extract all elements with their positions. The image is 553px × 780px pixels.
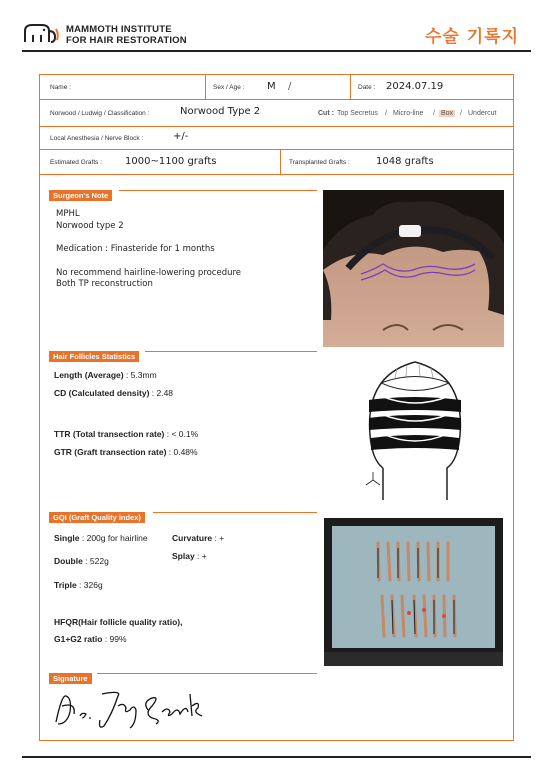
- date-value: 2024.07.19: [386, 81, 444, 92]
- splay-stat: Splay : +: [172, 551, 207, 561]
- note-line: No recommend hairline-lowering procedure: [56, 268, 242, 278]
- section-underline: [145, 351, 317, 352]
- gqi-header: [49, 507, 145, 522]
- anesthesia-label: Local Anesthesia / Nerve Block :: [50, 135, 144, 142]
- patient-hairline-photo: [323, 190, 504, 347]
- org-name-line1: MAMMOTH INSTITUTE: [66, 24, 172, 35]
- section-underline: [97, 673, 317, 674]
- col-divider: [205, 75, 206, 99]
- classification-label: Norwood / Ludwig / Classification :: [50, 110, 150, 117]
- age-separator: /: [288, 81, 292, 92]
- ttr-stat: TTR (Total transection rate) : < 0.1%: [54, 429, 199, 439]
- transplanted-grafts-label: Transplanted Grafts :: [289, 159, 350, 166]
- note-line: MPHL: [56, 209, 80, 219]
- gqi-title: GQI (Graft Quality index): [49, 512, 145, 523]
- note-line: Both TP reconstruction: [56, 279, 153, 289]
- footer-divider: [22, 756, 531, 758]
- cut-separator: /: [460, 110, 462, 117]
- surgeons-note-header: [49, 185, 112, 200]
- section-underline: [119, 190, 317, 191]
- single-graft-stat: Single : 200g for hairline: [54, 533, 148, 543]
- col-divider: [280, 150, 281, 174]
- follicle-stats-title: Hair Follicles Statistics: [49, 351, 139, 362]
- cut-separator: /: [385, 110, 387, 117]
- triple-graft-stat: Triple : 326g: [54, 580, 103, 590]
- estimated-grafts-label: Estimated Grafts :: [50, 159, 103, 166]
- row-divider: [40, 126, 513, 127]
- row-divider: [40, 149, 513, 150]
- header-divider: [22, 50, 531, 52]
- gtr-stat: GTR (Graft transection rate) : 0.48%: [54, 447, 198, 457]
- sex-age-label: Sex / Age :: [213, 84, 245, 91]
- section-underline: [153, 512, 317, 513]
- hfqr-line: HFQR(Hair follicle quality ratio),: [54, 617, 183, 627]
- cut-option-top-secretus[interactable]: Top Secretus: [337, 110, 378, 117]
- cut-separator: /: [433, 110, 435, 117]
- classification-value: Norwood Type 2: [180, 106, 261, 117]
- name-label: Name :: [50, 84, 71, 91]
- col-divider: [350, 75, 351, 99]
- cd-stat: CD (Calculated density) : 2.48: [54, 388, 174, 398]
- anesthesia-value: +/-: [173, 131, 189, 142]
- signature-header: [49, 668, 92, 683]
- double-graft-stat: Double : 522g: [54, 556, 109, 566]
- surgeons-note-title: Surgeon's Note: [49, 190, 112, 201]
- cut-option-micro-line[interactable]: Micro-line: [393, 110, 424, 117]
- follicle-stats-header: [49, 346, 139, 361]
- cut-option-box-selected[interactable]: Box: [441, 110, 454, 117]
- signature-title: Signature: [49, 673, 92, 684]
- document-title: 수술 기록지: [424, 27, 519, 47]
- cut-option-undercut[interactable]: Undercut: [468, 110, 497, 117]
- surgeon-signature: [52, 684, 232, 730]
- sex-value: M: [267, 81, 276, 92]
- org-name-line2: FOR HAIR RESTORATION: [66, 35, 187, 46]
- date-label: Date :: [358, 84, 376, 91]
- note-line: Norwood type 2: [56, 221, 124, 231]
- curvature-stat: Curvature : +: [172, 533, 225, 543]
- note-line: Medication : Finasteride for 1 months: [56, 244, 215, 254]
- graft-microscope-photo: [324, 518, 503, 666]
- mammoth-logo-icon: [22, 22, 62, 49]
- estimated-grafts-value: 1000~1100 grafts: [125, 156, 217, 167]
- transplanted-grafts-value: 1048 grafts: [376, 156, 434, 167]
- headband-clip: [399, 225, 421, 237]
- head-donor-diagram: [355, 350, 475, 500]
- row-divider: [40, 99, 513, 100]
- cut-label: Cut :: [318, 110, 334, 117]
- row-divider: [40, 174, 513, 175]
- hfqr-ratio-stat: G1+G2 ratio : 99%: [54, 634, 127, 644]
- length-stat: Length (Average) : 5.3mm: [54, 370, 157, 380]
